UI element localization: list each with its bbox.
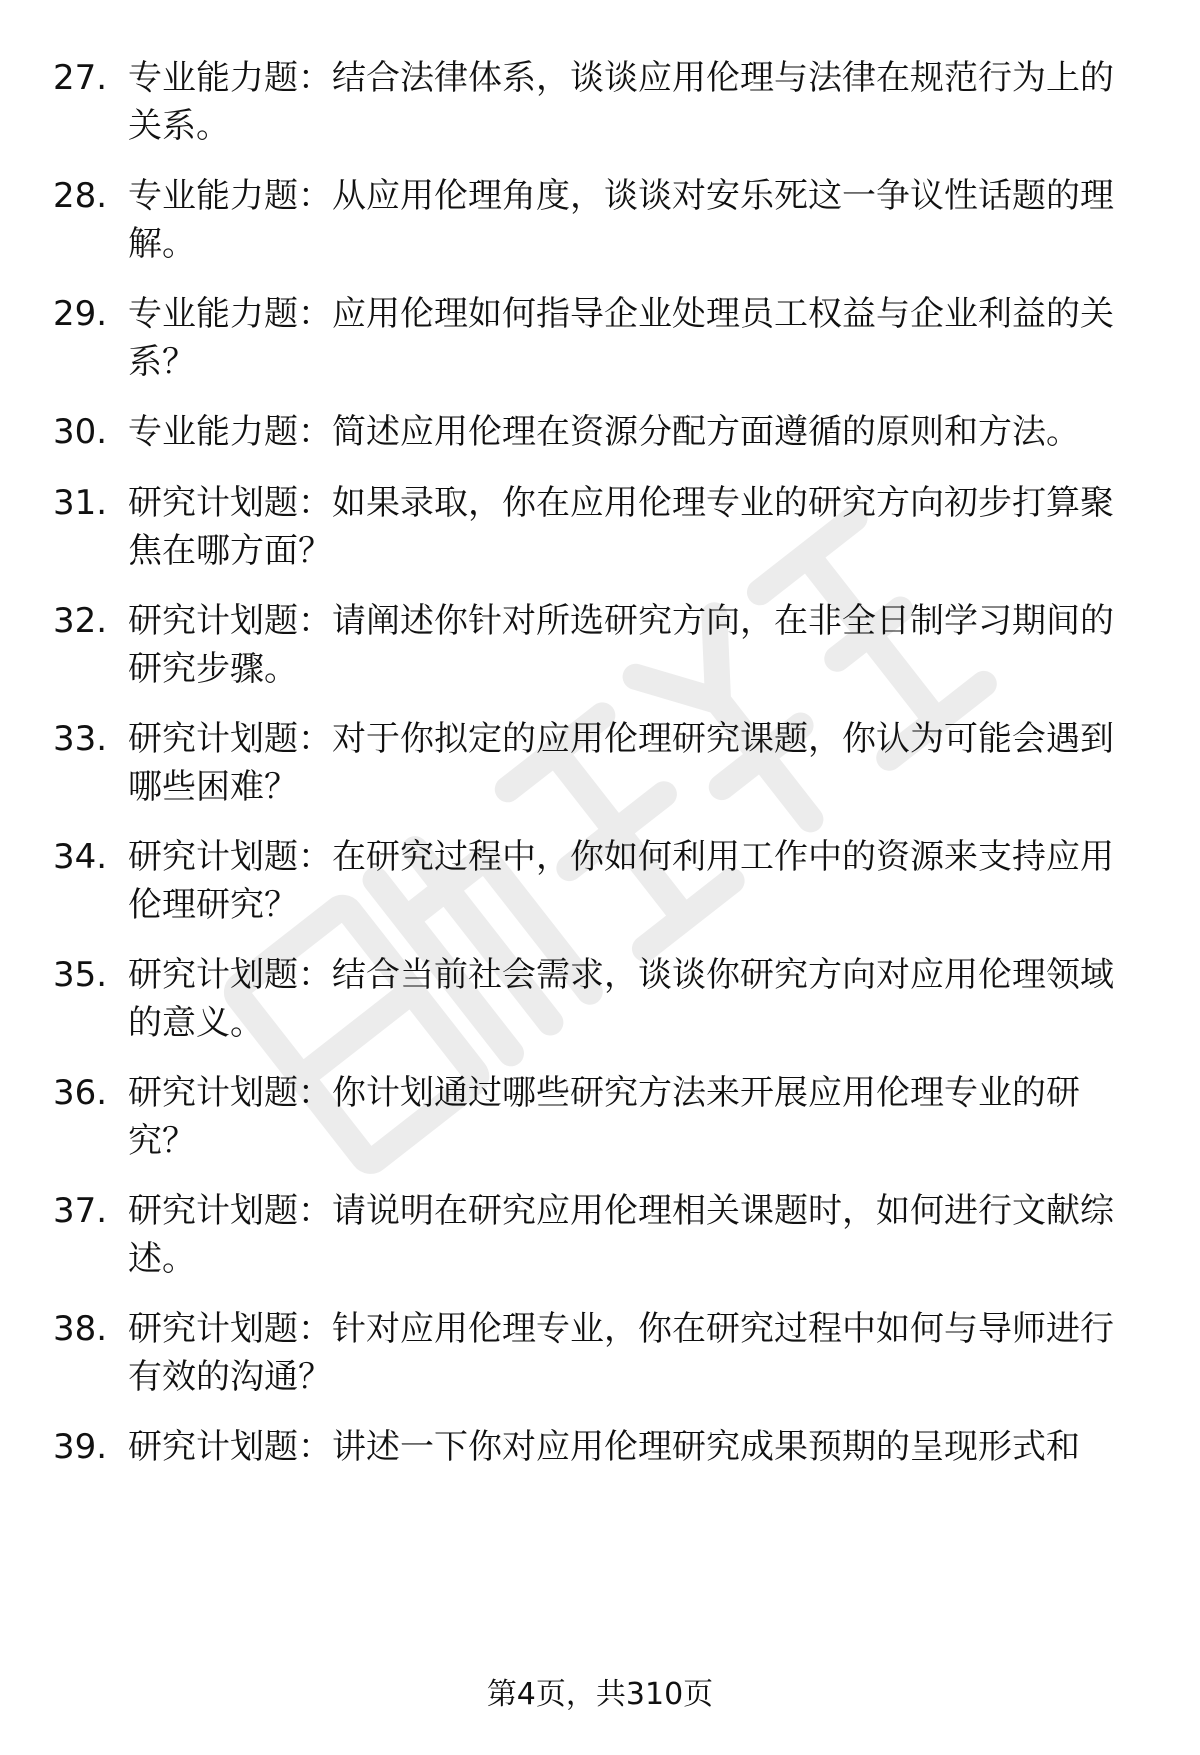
- question-text: 研究计划题：你计划通过哪些研究方法来开展应用伦理专业的研究？: [128, 1073, 1080, 1161]
- question-text: 专业能力题：从应用伦理角度，谈谈对安乐死这一争议性话题的理解。: [128, 176, 1114, 264]
- question-text: 专业能力题：结合法律体系，谈谈应用伦理与法律在规范行为上的关系。: [128, 58, 1114, 146]
- question-number: 36.: [53, 1073, 108, 1113]
- question-number: 29.: [53, 294, 108, 334]
- question-text: 专业能力题：应用伦理如何指导企业处理员工权益与企业利益的关系？: [128, 294, 1114, 382]
- question-number: 39.: [53, 1427, 108, 1467]
- question-text: 研究计划题：讲述一下你对应用伦理研究成果预期的呈现形式和: [128, 1427, 1080, 1467]
- question-number: 31.: [53, 483, 108, 523]
- question-number: 34.: [53, 837, 108, 877]
- question-text: 研究计划题：请说明在研究应用伦理相关课题时，如何进行文献综述。: [128, 1191, 1114, 1279]
- question-text: 专业能力题：简述应用伦理在资源分配方面遵循的原则和方法。: [128, 412, 1080, 452]
- page-footer: 第4页，共310页: [486, 1677, 714, 1712]
- question-text: 研究计划题：在研究过程中，你如何利用工作中的资源来支持应用伦理研究？: [128, 837, 1114, 925]
- question-text: 研究计划题：对于你拟定的应用伦理研究课题，你认为可能会遇到哪些困难？: [128, 719, 1114, 807]
- question-text: 研究计划题：结合当前社会需求，谈谈你研究方向对应用伦理领域的意义。: [128, 955, 1114, 1043]
- question-number: 38.: [53, 1309, 108, 1349]
- question-number: 28.: [53, 176, 108, 216]
- question-number: 37.: [53, 1191, 108, 1231]
- question-text: 研究计划题：针对应用伦理专业，你在研究过程中如何与导师进行有效的沟通？: [128, 1309, 1114, 1397]
- question-number: 30.: [53, 412, 108, 452]
- question-number: 35.: [53, 955, 108, 995]
- question-number: 32.: [53, 601, 108, 641]
- question-text: 研究计划题：请阐述你针对所选研究方向，在非全日制学习期间的研究步骤。: [128, 601, 1114, 689]
- question-number: 27.: [53, 58, 108, 98]
- question-number: 33.: [53, 719, 108, 759]
- question-text: 研究计划题：如果录取，你在应用伦理专业的研究方向初步打算聚焦在哪方面？: [128, 483, 1114, 571]
